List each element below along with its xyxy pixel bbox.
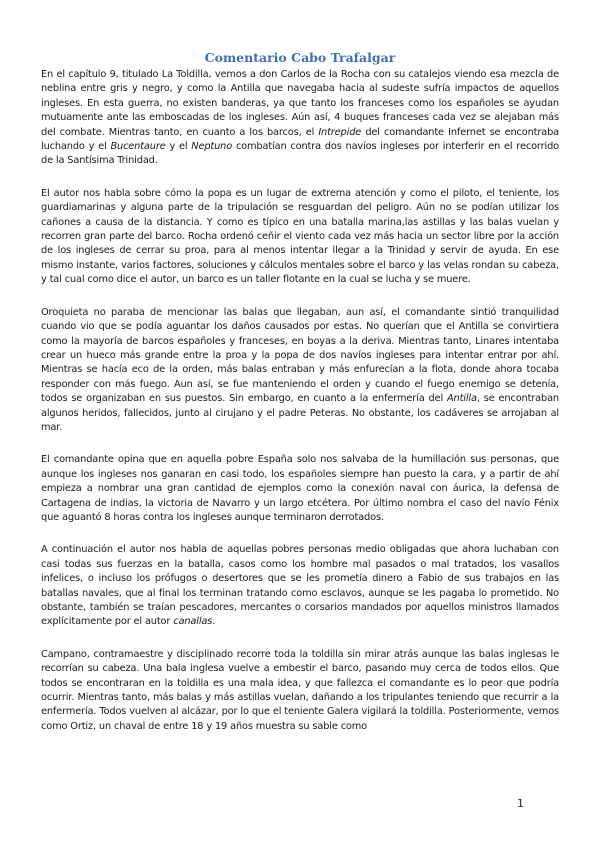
paragraph	[41, 68, 559, 169]
paragraph	[41, 543, 559, 629]
italic-text: Intrepide	[318, 126, 362, 138]
italic-text: Bucentaure	[110, 141, 166, 153]
text-run: .	[212, 616, 216, 628]
text-run: Campano, contramaestre y disciplinado recorre toda la toldilla sin mirar atrás aunque las balas inglesas le recorrían su cabeza. Una bala inglesa vuelve a embestir el barco, pasando muy cerca de todos ellos. Que todos se encontraran en la toldilla es una mala idea, y que fallezca el comandante es lo peor que podría ocurrir. Mientras tanto, más balas y más astillas vuelan, dañando a los tripulantes teniendo que recurrir a la enfermería. Todos vuelven al alcázar, por lo que el teniente Galera vigilará la toldilla. Posteriormente, vemos como Ortiz, un chaval de entre 18 y 19 años muestra su sable como	[41, 648, 559, 732]
document-body	[41, 50, 559, 752]
text-run: A continuación el autor nos habla de aquellas pobres personas medio obligadas que ahora luchaban con casi todas sus fuerzas en la batalla, casos como los hombre mal pasados o mal tratados, los vasallos infelices, o incluso los prófugos o desertores que se les prometía dinero a Fabio de sus trabajos en las batallas navales, que al final los terminan tratando como esclavos, aunque se les pagaba lo prometido. No obstante, también se traían pescadores, mercantes o corsarios mandados por aquellos ministros llamados explícitamente por el autor	[41, 544, 559, 628]
document-title: Comentario Cabo Trafalgar	[204, 50, 396, 65]
paragraph-container	[41, 68, 559, 734]
text-run: El comandante opina que en aquella pobre España solo nos salvaba de la humillación sus personas, que aunque los ingleses nos ganaran en casi todo, los españoles siempre han puesto la cara, y a partir de ahí empieza a nombrar una gran cantidad de ejemplos como la conexión naval con áurica, la defensa de Cartagena de indias, la victoria de Navarro y un largo etcétera. Por último nombra el caso del navío Fénix que aguantó 8 horas contra los ingleses aunque terminaron derrotados.	[41, 454, 559, 523]
text-run: y el	[165, 141, 192, 153]
text-run: combatían contra dos navíos ingleses por interferir en el recorrido de la Santísima Trinidad.	[41, 141, 559, 167]
paragraph	[41, 306, 559, 436]
text-run: del comandante Infernet se encontraba luchando y el	[41, 126, 559, 153]
text-run: El autor nos habla sobre cómo la popa es un lugar de extrema atención y como el piloto, el teniente, los guardiamarinas y alguna parte de la tripulación se resguardan del peligro. Aún no se podían utilizar los cañones a causa de la distancia. Y como es típico en una batalla marina,las astillas y las balas vuelan y recorren gran parte del barco. Rocha ordenó ceñir el viento cada vez más hacia un sector libre por la acción de los ingleses de cerrar su proa, para al menos intentar llegar a la Trinidad y servir de ayuda. En ese mismo instante, varios factores, soluciones y cálculos mentales sobre el barco y las velas rondan su cabeza, y tal cual como dice el autor, un barco es un taller flotante en la cual se lucha y se muere.	[41, 187, 559, 286]
italic-text: Antilla	[446, 393, 477, 405]
text-run: Oroquieta no paraba de mencionar las balas que llegaban, aun así, el comandante sintió tranquilidad cuando vio que se podía aguantar los daños causados por estas. No querían que el Antilla se convirtiera como la mayoría de barcos españoles y franceses, en boyas a la deriva. Mientras tanto, Linares intentaba crear un hueco más grande entre la proa y la popa de dos navíos ingleses para intentar entrar por ahí. Mientras se hacía eco de la orden, más balas entraban y más enfurecían a la flota, donde ahora tocaba responder con más fuego. Aun así, se fue manteniendo el orden y cuando el fuego enemigo se detenía, todos se organizaban en sus puestos. Sin embargo, en cuanto a la enfermería del	[41, 306, 559, 405]
text-run: , se encontraban algunos heridos, fallecidos, junto al cirujano y el padre Peteras. No obstante, los cadáveres se arrojaban al mar.	[41, 393, 559, 433]
paragraph	[41, 648, 559, 734]
page-number: 1	[517, 797, 524, 810]
text-run: En el capítulo 9, titulado La Toldilla, vemos a don Carlos de la Rocha con su catalejos viendo esa mezcla de neblina entre gris y negro, y como la Antilla que navegaba hacia al sudeste sufría impactos de aquellos ingleses. En esta guerra, no existen banderas, ya que tanto los franceses como los españoles se ayudan mutuamente ante las emboscadas de los ingleses. Aún así, 4 buques franceses cada vez se alejaban más del combate. Mientras tanto, en cuanto a los barcos, el	[41, 69, 559, 138]
paragraph	[41, 187, 559, 288]
italic-text: Neptuno	[191, 141, 233, 153]
paragraph	[41, 453, 559, 525]
italic-text: canallas	[173, 616, 213, 628]
